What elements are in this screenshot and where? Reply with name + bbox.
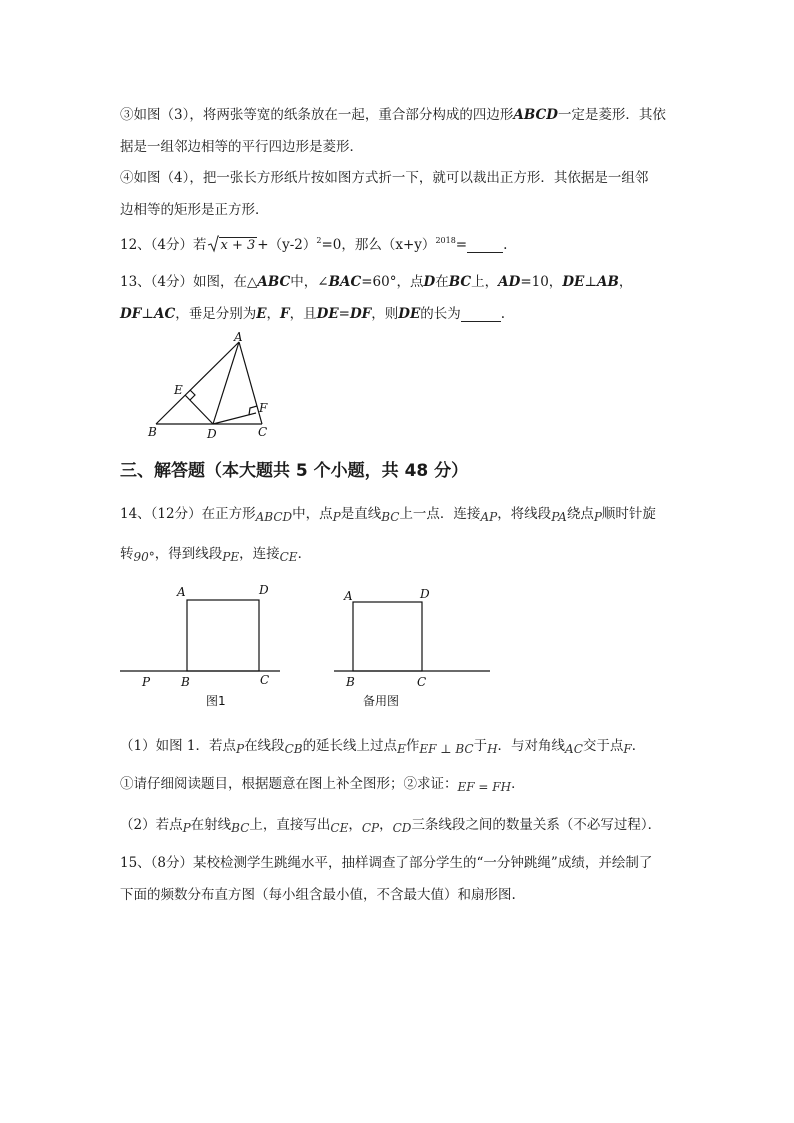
q13-bc: BC	[448, 274, 472, 290]
fig2-label-c: C	[417, 675, 427, 689]
question-12	[120, 233, 507, 253]
question-14-line2	[120, 542, 311, 562]
q14-text: 14、（12分）在正方形	[120, 506, 256, 522]
section-heading: 三、解答题（本大题共 5 个小题，共 48 分）	[120, 461, 469, 481]
figure2-caption: 备用图	[363, 694, 400, 708]
q14-text: 上一点．连接	[399, 506, 481, 522]
q14-abcd: ABCD	[255, 510, 293, 524]
q13-abc: ABC	[257, 274, 291, 290]
q14-text: 作	[405, 738, 420, 754]
q13-text: =	[338, 306, 350, 322]
q14-ap: AP	[480, 510, 498, 524]
q14-p3-cp: CP	[361, 821, 380, 835]
label-b: B	[148, 425, 157, 439]
q14-text: ．	[511, 776, 525, 792]
q14-text: 交于点	[582, 738, 624, 754]
q12-exp2018: 2018	[435, 236, 456, 245]
q14-ce: CE	[279, 550, 298, 564]
q14-p2: P	[593, 510, 602, 524]
q14-p1-e: E	[397, 742, 406, 756]
q12-end: .	[503, 237, 508, 253]
figure2-square	[353, 602, 422, 671]
q12-prefix: 12、（4分）若	[120, 237, 207, 253]
q14-p1-cb: CB	[284, 742, 303, 756]
q14-text: 的延长线上过点	[302, 738, 398, 754]
q13-ad: AD	[498, 274, 521, 290]
q13-text: ，垂足分别为	[175, 306, 257, 322]
q14-text: （1）如图 1．若点	[120, 738, 236, 754]
q14-text: ，连接	[239, 546, 280, 562]
item3-line2: 据是一组邻边相等的平行四边形是菱形．	[120, 139, 363, 155]
question-14-part1	[120, 734, 645, 754]
q13-de2: DE	[316, 306, 339, 322]
q13-text: =10，	[520, 274, 563, 290]
square-figures	[118, 580, 498, 710]
label-e: E	[174, 383, 183, 397]
q14-text: ，	[348, 817, 362, 833]
q13-text: 中，∠	[290, 274, 329, 290]
q14-p2-eq: EF = FH	[457, 780, 512, 794]
q12-exp2: 2	[316, 236, 322, 245]
question-15-line1: 15、（8分）某校检测学生跳绳水平，抽样调查了部分学生的“一分钟跳绳”成绩，并绘制了	[120, 855, 653, 871]
q13-d: D	[423, 274, 436, 290]
label-f: F	[259, 401, 268, 415]
q14-pa: PA	[551, 510, 567, 524]
q14-deg: 90°	[133, 550, 155, 564]
q14-p3-cd: CD	[392, 821, 412, 835]
label-a: A	[234, 330, 243, 344]
label-d: D	[207, 427, 217, 441]
question-13-line2	[120, 302, 505, 322]
q12-middle: +（y-2）	[257, 237, 317, 253]
q14-text: 在线段	[244, 738, 285, 754]
q14-text: 绕点	[566, 506, 594, 522]
q13-de3: DE	[398, 306, 421, 322]
q13-f: F	[280, 306, 290, 322]
q13-df: DF	[120, 306, 142, 322]
question-15-line2: 下面的频数分布直方图（每小组含最小值，不含最大值）和扇形图.	[120, 887, 516, 903]
q14-pe: PE	[222, 550, 240, 564]
fig1-label-b: B	[181, 675, 190, 689]
q13-text: ，	[266, 306, 281, 322]
q13-text: ，	[618, 274, 633, 290]
right-angle-mark-e	[190, 390, 195, 400]
q14-p1-efbc: EF ⊥ BC	[419, 742, 474, 756]
q14-text: ，将线段	[497, 506, 552, 522]
fig1-label-c: C	[260, 673, 270, 687]
q14-p1-ac: AC	[565, 742, 583, 756]
q14-p: P	[332, 510, 341, 524]
q12-mid2: =0，那么（x+y）	[321, 237, 436, 253]
q13-text: 的长为	[420, 306, 461, 322]
q13-df2: DF	[349, 306, 372, 322]
segment-de	[185, 395, 213, 424]
q14-p1-f: F	[623, 742, 632, 756]
q13-text: 上，	[471, 274, 499, 290]
q13-ab: AB	[597, 274, 619, 290]
figure1-square	[187, 600, 259, 671]
q14-text: 在射线	[190, 817, 232, 833]
label-c: C	[258, 425, 268, 439]
item3-text-b: 一定是菱形．其依	[557, 107, 666, 123]
question-14-line1	[120, 502, 656, 522]
q13-text: ，则	[371, 306, 399, 322]
q13-ac: AC	[154, 306, 176, 322]
q14-p3-ce: CE	[330, 821, 349, 835]
q14-text: ，	[379, 817, 393, 833]
q14-text: ．	[297, 546, 312, 562]
fig1-label-a: A	[177, 585, 186, 599]
triangle-figure	[140, 330, 290, 442]
q13-text: ，且	[289, 306, 317, 322]
q13-text: 在	[435, 274, 449, 290]
q13-text: ⊥	[141, 306, 154, 322]
q14-text: ．	[631, 738, 646, 754]
q12-suffix: =	[455, 237, 468, 253]
q13-e: E	[256, 306, 267, 322]
question-13-line1	[120, 270, 632, 290]
q14-p1-h: H	[487, 742, 498, 756]
answer-blank[interactable]	[461, 307, 501, 322]
fig1-label-p: P	[142, 675, 151, 689]
q14-text: ．与对角线	[497, 738, 566, 754]
q14-text: 中，点	[292, 506, 333, 522]
q14-text: 上，直接写出	[249, 817, 331, 833]
item4-line1: ④如图（4），把一张长方形纸片按如图方式折一下，就可以裁出正方形．其依据是一组邻	[120, 170, 649, 186]
q12-radicand: x + 3	[220, 238, 256, 253]
sqrt-sign-icon	[207, 235, 219, 253]
q14-p3-bc: BC	[231, 821, 250, 835]
q14-text: 转	[120, 546, 134, 562]
figure1-caption: 图1	[206, 694, 226, 708]
q14-p1-p: P	[235, 742, 245, 756]
q13-de: DE	[562, 274, 585, 290]
q13-end: .	[500, 306, 506, 322]
item3-text-a: ③如图（3），将两张等宽的纸条放在一起，重合部分构成的四边形	[120, 107, 514, 123]
q14-text: 于	[473, 738, 488, 754]
item4-line2: 边相等的矩形是正方形．	[120, 202, 269, 218]
q14-text: 三条线段之间的数量关系（不必写过程）．	[411, 817, 662, 833]
q14-text: 是直线	[340, 506, 382, 522]
q14-text: 顺时针旋	[601, 506, 656, 522]
fig2-label-d: D	[420, 587, 430, 601]
item3-line1	[120, 103, 666, 123]
q13-bac: BAC	[328, 274, 362, 290]
q14-bc: BC	[381, 510, 400, 524]
q13-text: 13、（4分）如图，在△	[120, 274, 258, 290]
q14-p3-p: P	[182, 821, 191, 835]
q13-text: ⊥	[584, 274, 598, 290]
fig1-label-d: D	[259, 583, 269, 597]
item3-abcd: ABCD	[513, 107, 558, 123]
fig2-label-a: A	[344, 589, 353, 603]
q14-text: ①请仔细阅读题目，根据题意在图上补全图形；②求证：	[120, 776, 458, 792]
question-14-part2	[120, 813, 661, 833]
q14-text: （2）若点	[120, 817, 183, 833]
question-14-part1-tasks	[120, 772, 525, 792]
answer-blank[interactable]	[467, 238, 503, 253]
q13-text: =60°，点	[361, 274, 424, 290]
q14-text: ，得到线段	[154, 546, 223, 562]
fig2-label-b: B	[346, 675, 355, 689]
